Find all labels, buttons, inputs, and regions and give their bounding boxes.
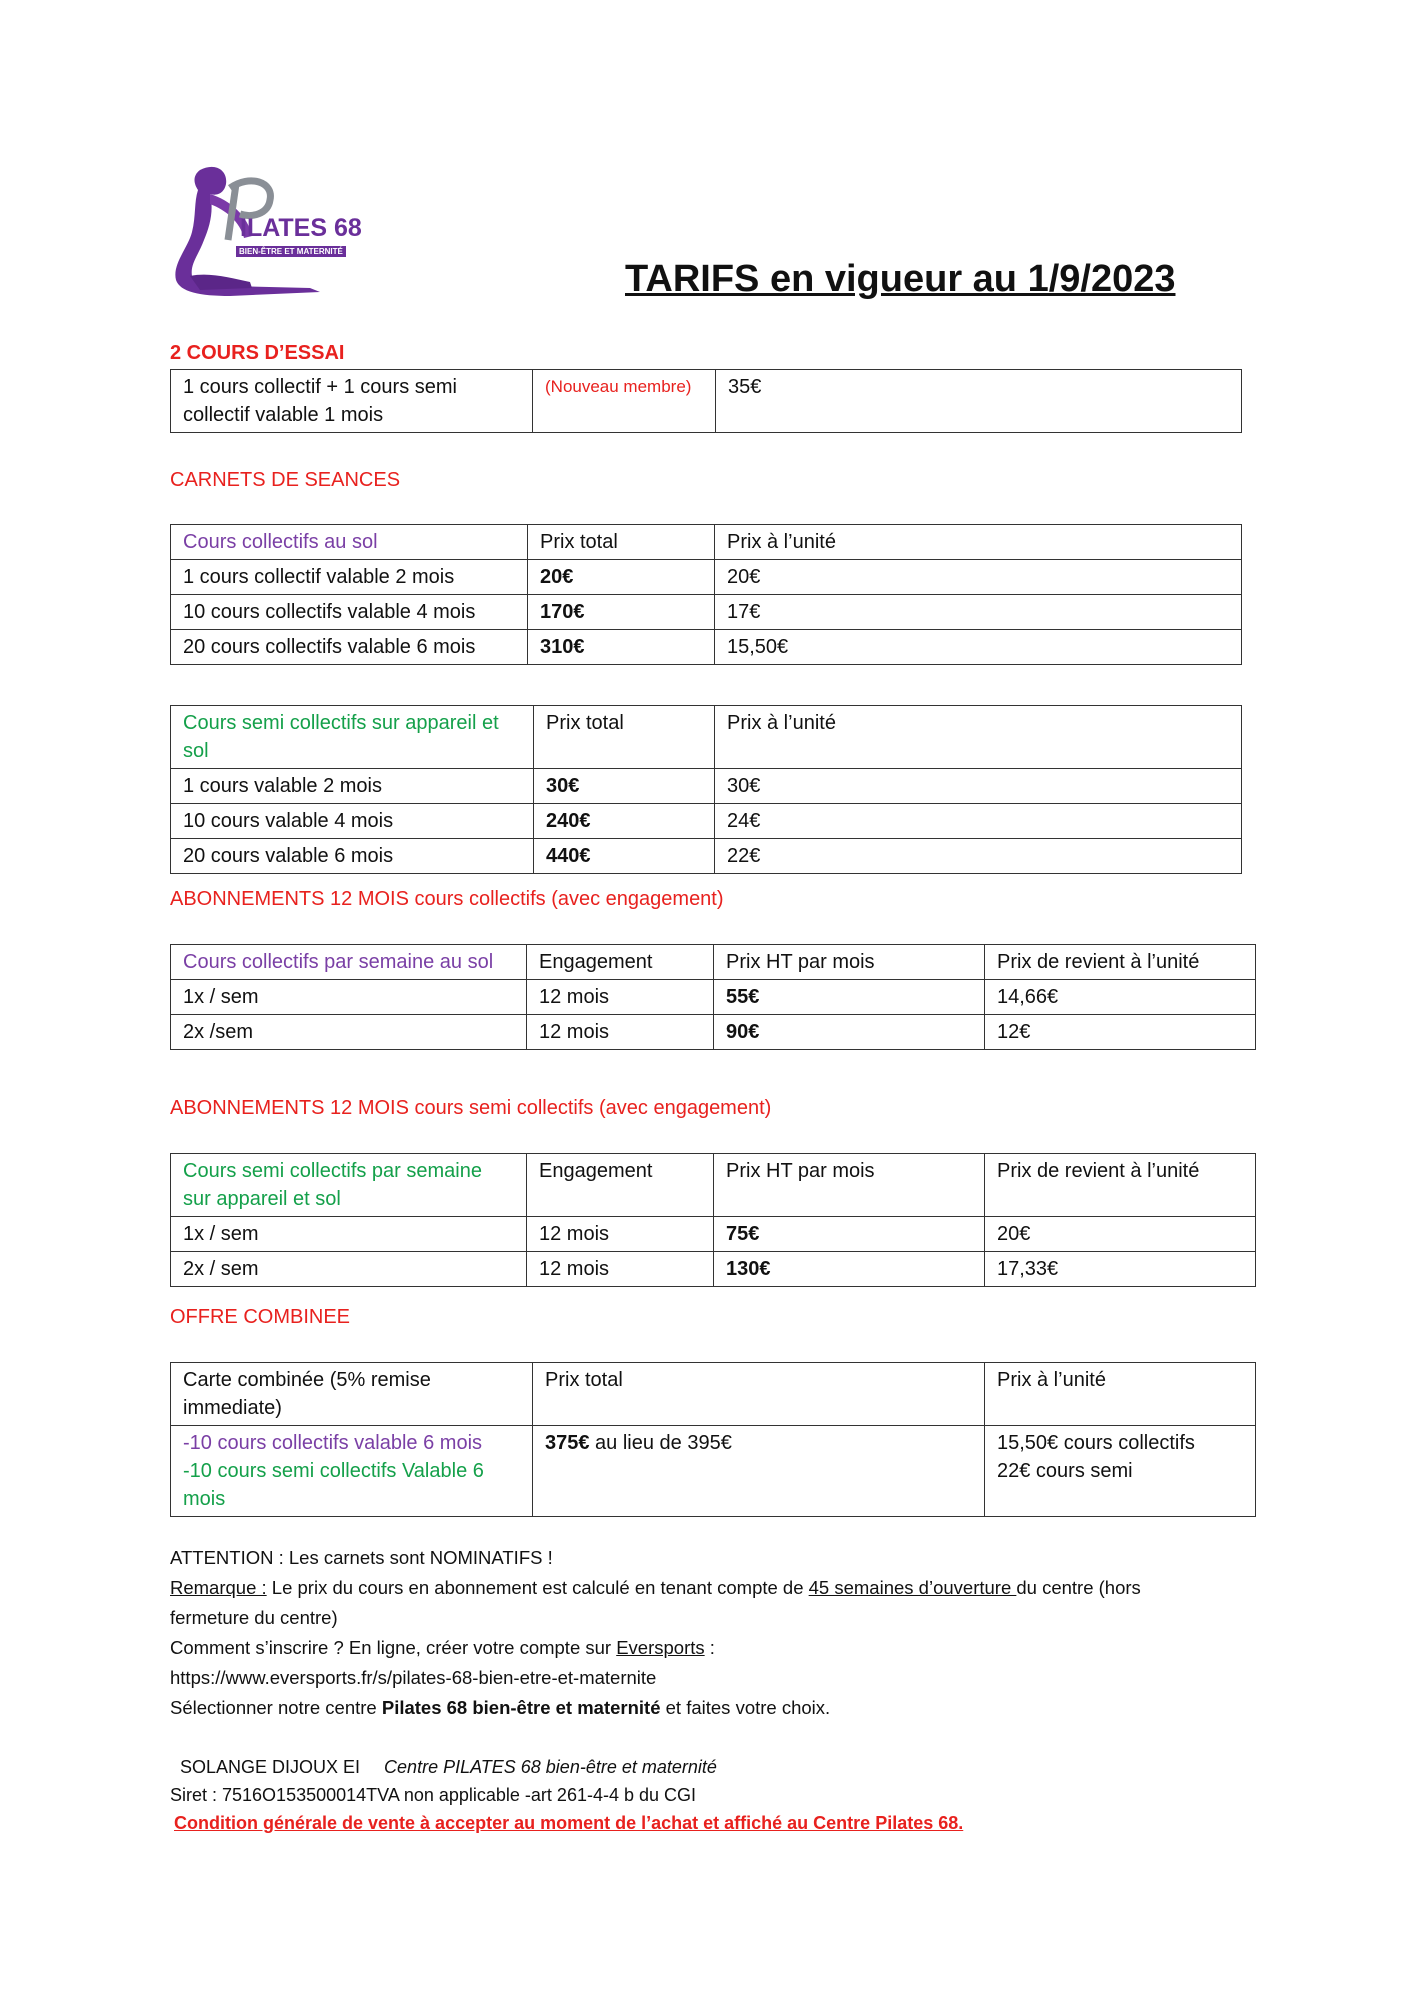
table-header: Prix total — [534, 706, 715, 769]
select-text-end: et faites votre choix. — [660, 1697, 831, 1718]
table-cell: 15,50€ — [715, 630, 1242, 665]
table-cell: 20€ — [715, 560, 1242, 595]
abo-collectifs-table — [170, 944, 1256, 1050]
attention-note: ATTENTION : Les carnets sont NOMINATIFS ! — [170, 1547, 553, 1568]
table-cell: 2x /sem — [171, 1015, 527, 1050]
table-header: Cours collectifs au sol — [171, 525, 528, 560]
table-cell: 75€ — [714, 1217, 985, 1252]
table-cell: 14,66€ — [985, 980, 1256, 1015]
table-header: Cours collectifs par semaine au sol — [171, 945, 527, 980]
table-row — [171, 839, 1242, 874]
carnets-semi-table — [170, 705, 1242, 874]
remarque-text: Le prix du cours en abonnement est calculé en tenant compte de — [266, 1577, 809, 1598]
table-cell: 130€ — [714, 1252, 985, 1287]
table-header-row — [171, 1363, 1256, 1426]
remarque-underlined: 45 semaines d’ouverture — [808, 1577, 1017, 1598]
table-cell: 310€ — [528, 630, 715, 665]
notes-block — [170, 1543, 1141, 1723]
table-row — [171, 1426, 1256, 1517]
table-cell: 20 cours collectifs valable 6 mois — [171, 630, 528, 665]
table-cell — [533, 1426, 985, 1517]
table-header: Prix HT par mois — [714, 1154, 985, 1217]
logo-text: ILATES 68 — [240, 214, 362, 242]
trial-note: (Nouveau membre) — [533, 370, 716, 433]
table-cell: 30€ — [534, 769, 715, 804]
table-header-row — [171, 525, 1242, 560]
table-header: Carte combinée (5% remise immediate) — [171, 1363, 533, 1426]
table-cell: 1 cours collectif valable 2 mois — [171, 560, 528, 595]
combo-unit-collectifs: 15,50€ cours collectifs — [997, 1432, 1195, 1454]
table-cell: 1x / sem — [171, 1217, 527, 1252]
combo-price-rest: au lieu de 395€ — [589, 1432, 732, 1454]
table-header: Prix total — [528, 525, 715, 560]
owner-name: SOLANGE DIJOUX EI — [180, 1757, 361, 1777]
footer — [170, 1753, 963, 1837]
table-header-row — [171, 1154, 1256, 1217]
combo-line-collectifs: -10 cours collectifs valable 6 mois — [183, 1432, 483, 1454]
remarque-note-continued: fermeture du centre) — [170, 1607, 338, 1628]
table-row — [171, 769, 1242, 804]
table-cell: 2x / sem — [171, 1252, 527, 1287]
table-cell: 30€ — [715, 769, 1242, 804]
table-header: Prix à l’unité — [985, 1363, 1256, 1426]
abo-semi-heading: ABONNEMENTS 12 MOIS cours semi collectifs (avec engagement) — [170, 1097, 772, 1119]
table-row — [171, 630, 1242, 665]
table-cell: 1 cours valable 2 mois — [171, 769, 534, 804]
siret-line: Siret : 7516O153500014TVA non applicable -art 261-4-4 b du CGI — [170, 1785, 697, 1805]
centre-name: Pilates 68 bien-être et maternité — [381, 1697, 661, 1718]
table-cell: 170€ — [528, 595, 715, 630]
inscription-text: Comment s’inscrire ? En ligne, créer votre compte sur — [170, 1637, 617, 1658]
remarque-note — [170, 1573, 1141, 1603]
table-row — [171, 560, 1242, 595]
table-cell: 10 cours valable 4 mois — [171, 804, 534, 839]
footer-identity — [170, 1753, 963, 1781]
table-cell: 1x / sem — [171, 980, 527, 1015]
table-cell: 240€ — [534, 804, 715, 839]
centre-label: Centre PILATES 68 bien-être et maternité — [384, 1757, 717, 1777]
table-cell: 440€ — [534, 839, 715, 874]
inscription-note — [170, 1633, 1141, 1663]
page-title: TARIFS en vigueur au 1/9/2023 — [625, 258, 1176, 300]
trial-table — [170, 369, 1242, 433]
table-cell: 17,33€ — [985, 1252, 1256, 1287]
table-header: Engagement — [527, 1154, 714, 1217]
carnets-heading: CARNETS DE SEANCES — [170, 469, 401, 491]
cgv-line: Condition générale de vente à accepter au moment de l’achat et affiché au Centre Pilates 68. — [174, 1813, 964, 1833]
table-header-row — [171, 945, 1256, 980]
table-header: Prix à l’unité — [715, 525, 1242, 560]
table-header: Prix total — [533, 1363, 985, 1426]
abo-semi-table — [170, 1153, 1256, 1287]
table-row — [171, 1217, 1256, 1252]
table-row — [171, 1252, 1256, 1287]
table-cell: 24€ — [715, 804, 1242, 839]
table-cell: 90€ — [714, 1015, 985, 1050]
table-header: Cours semi collectifs par semaine sur appareil et sol — [171, 1154, 527, 1217]
combo-unit-semi: 22€ cours semi — [997, 1460, 1133, 1482]
table-row — [171, 595, 1242, 630]
pilates-68-logo — [170, 160, 380, 300]
table-row — [171, 1015, 1256, 1050]
abo-collectifs-heading: ABONNEMENTS 12 MOIS cours collectifs (avec engagement) — [170, 888, 724, 910]
table-cell: 12 mois — [527, 1217, 714, 1252]
table-cell: 12€ — [985, 1015, 1256, 1050]
table-header: Prix HT par mois — [714, 945, 985, 980]
table-cell — [985, 1426, 1256, 1517]
table-cell: 12 mois — [527, 980, 714, 1015]
table-header: Prix de revient à l’unité — [985, 1154, 1256, 1217]
table-header: Prix de revient à l’unité — [985, 945, 1256, 980]
table-cell: 20€ — [985, 1217, 1256, 1252]
combo-price: 375€ — [545, 1432, 590, 1454]
trial-desc: 1 cours collectif + 1 cours semi collectif valable 1 mois — [171, 370, 533, 433]
table-cell: 22€ — [715, 839, 1242, 874]
combo-table — [170, 1362, 1256, 1517]
trial-heading: 2 COURS D’ESSAI — [170, 342, 345, 364]
table-cell: 20 cours valable 6 mois — [171, 839, 534, 874]
select-note — [170, 1693, 1141, 1723]
table-cell — [171, 1426, 533, 1517]
table-row — [171, 980, 1256, 1015]
table-cell: 12 mois — [527, 1252, 714, 1287]
table-header: Engagement — [527, 945, 714, 980]
logo-subtitle: BIEN-ÊTRE ET MATERNITÉ — [236, 246, 346, 257]
trial-price: 35€ — [716, 370, 1242, 433]
table-header: Prix à l’unité — [715, 706, 1242, 769]
table-row — [171, 370, 1242, 433]
table-cell: 12 mois — [527, 1015, 714, 1050]
table-cell: 10 cours collectifs valable 4 mois — [171, 595, 528, 630]
remarque-text-end: du centre (hors — [1016, 1577, 1141, 1598]
inscription-colon: : — [704, 1637, 715, 1658]
eversports-link[interactable]: Eversports — [616, 1637, 705, 1658]
carnets-collectifs-table — [170, 524, 1242, 665]
table-cell: 20€ — [528, 560, 715, 595]
eversports-url[interactable]: https://www.eversports.fr/s/pilates-68-bien-etre-et-maternite — [170, 1667, 657, 1688]
combo-line-semi: -10 cours semi collectifs Valable 6 mois — [183, 1460, 484, 1510]
table-cell: 55€ — [714, 980, 985, 1015]
table-row — [171, 804, 1242, 839]
table-cell: 17€ — [715, 595, 1242, 630]
combo-heading: OFFRE COMBINEE — [170, 1306, 351, 1328]
table-header-row — [171, 706, 1242, 769]
table-header: Cours semi collectifs sur appareil et sol — [171, 706, 534, 769]
remarque-label: Remarque : — [170, 1577, 267, 1598]
select-text: Sélectionner notre centre — [170, 1697, 382, 1718]
